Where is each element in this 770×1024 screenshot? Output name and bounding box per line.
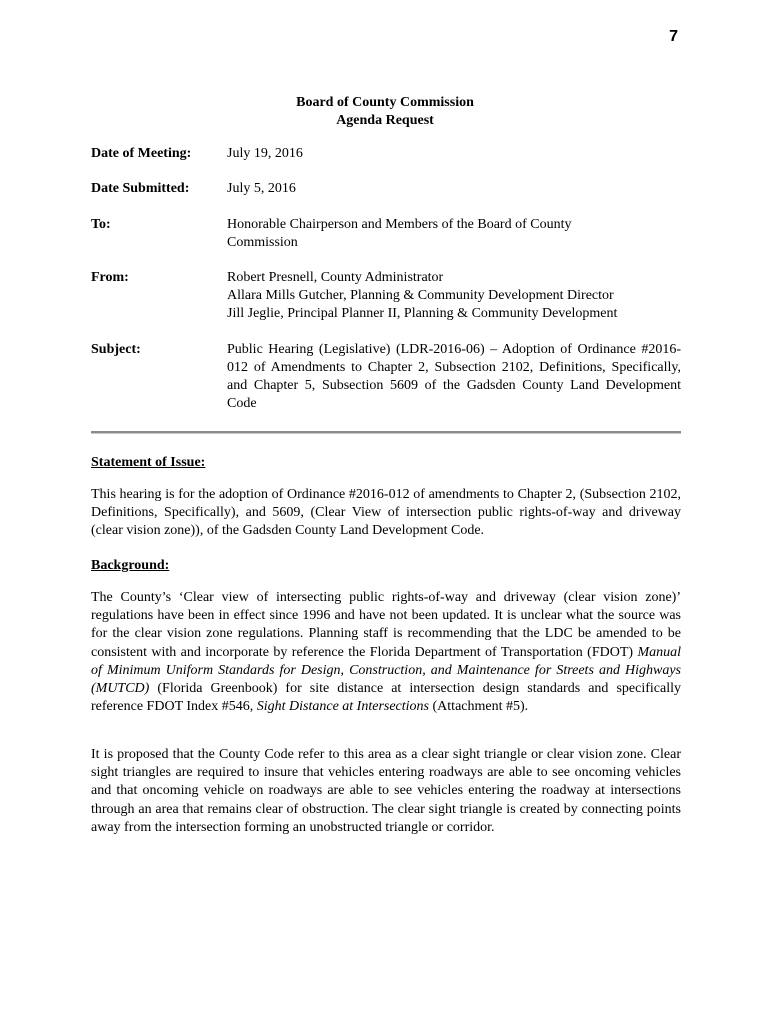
subject-value: Public Hearing (Legislative) (LDR-2016-06) – Adoption of Ordinance #2016-012 of Amendments to Chapter 2, Subsection 2102, Definitions, Specifically, and Chapter 5, Subsection 5609 of the Gadsden County Land Development Code [227, 342, 681, 411]
date-submitted-field [91, 180, 681, 198]
from-line: Jill Jeglie, Principal Planner II, Planning & Community Development [227, 306, 618, 321]
document-header [0, 94, 770, 130]
subject-label: Subject: [91, 342, 141, 357]
date-submitted-value: July 5, 2016 [227, 181, 296, 196]
background-text: (Attachment #5). [429, 699, 529, 715]
background-heading: Background: [91, 558, 170, 573]
to-field [91, 216, 681, 252]
date-of-meeting-value: July 19, 2016 [227, 146, 303, 161]
background-text: The County’s ‘Clear view of intersecting public rights-of-way and driveway (clear vision zone)’ regulations have been in effect since 1996 and have not been updated. It is unclear what the source was for the clear vision zone regulations. Planning staff is recommending that the LDC be amended to be consistent with and incorporate by reference the Florida Department of Transportation (FDOT) [91, 590, 681, 660]
subject-field [91, 341, 681, 413]
from-line: Allara Mills Gutcher, Planning & Community Development Director [227, 288, 614, 303]
background-paragraph-1 [91, 589, 681, 716]
header-subtitle: Agenda Request [336, 113, 434, 128]
to-label: To: [91, 217, 111, 232]
to-value: Honorable Chairperson and Members of the Board of County Commission [227, 217, 572, 250]
manual-title: Manual of Minimum Uniform Standards for Design, Construction, and Maintenance for Streets and Highways (MUTCD) [91, 644, 681, 697]
section-divider [91, 431, 681, 434]
page-number: 7 [669, 28, 678, 45]
statement-paragraph: This hearing is for the adoption of Ordinance #2016-012 of amendments to Chapter 2, (Subsection 2102, Definitions, Specifically), and 5609, (Clear View of intersection public rights-of-way and driveway (clear vision zone)), of the Gadsden County Land Development Code. [91, 487, 681, 539]
header-title: Board of County Commission [296, 95, 474, 110]
from-value [227, 269, 681, 323]
from-label: From: [91, 270, 129, 285]
background-paragraph-2: It is proposed that the County Code refer to this area as a clear sight triangle or clear vision zone. Clear sight triangles are required to insure that vehicles entering roadways are able to see oncoming vehicles and that oncoming vehicle on roadways are able to see vehicles entering the roadway at intersections through an area that remains clear of obstruction. The clear sight triangle is created by connecting points away from the intersection forming an unobstructed triangle or corridor. [91, 747, 681, 835]
date-of-meeting-field [91, 145, 681, 163]
date-of-meeting-label: Date of Meeting: [91, 146, 192, 161]
from-field [91, 269, 681, 323]
from-line: Robert Presnell, County Administrator [227, 270, 444, 285]
date-submitted-label: Date Submitted: [91, 181, 190, 196]
statement-heading: Statement of Issue: [91, 455, 206, 470]
index-title: Sight Distance at Intersections [256, 699, 430, 715]
background-text: (Florida Greenbook) for site distance at intersection design standards and specifically reference FDOT Index #546, [91, 681, 681, 715]
